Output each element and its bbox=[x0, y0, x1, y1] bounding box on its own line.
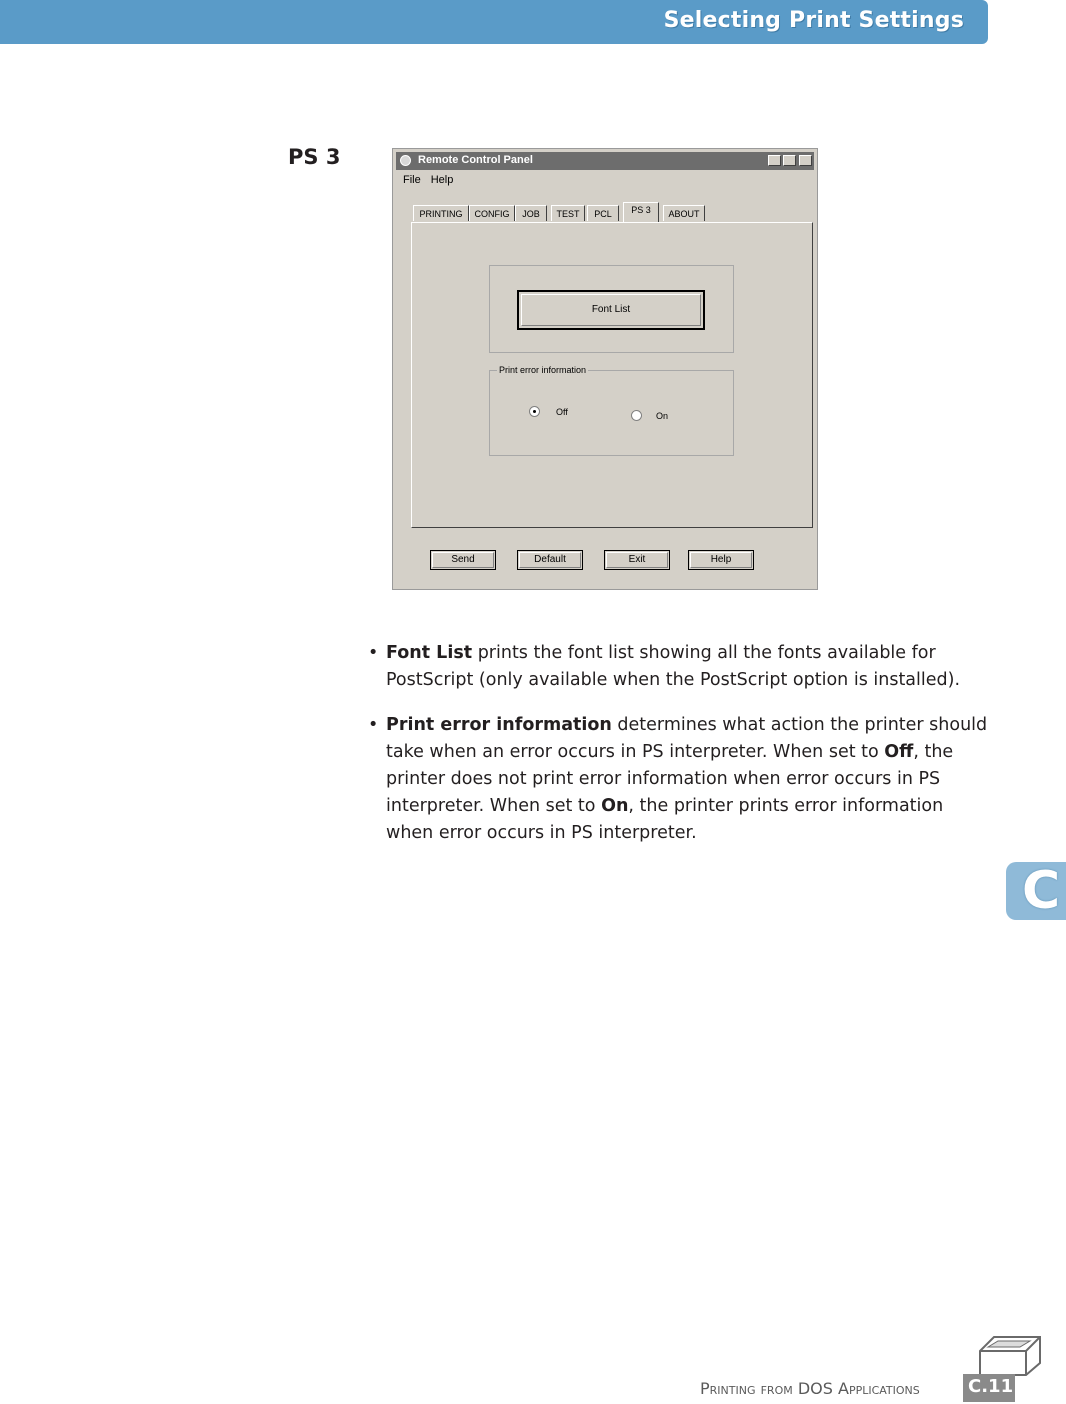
bullet-dot: • bbox=[368, 643, 379, 663]
tab-job[interactable]: JOB bbox=[515, 205, 547, 221]
remote-control-panel-screenshot bbox=[392, 148, 818, 590]
tab-test[interactable]: TEST bbox=[551, 205, 585, 221]
section-heading: PS 3 bbox=[288, 145, 341, 169]
print-error-description-1: determines what action the printer should take when an error occurs in PS interpreter. When set to bbox=[386, 715, 988, 762]
print-error-description-3: , the printer prints error information when error occurs in PS interpreter. bbox=[386, 796, 944, 843]
footer-dos: DOS bbox=[797, 1379, 833, 1398]
menu-help[interactable]: Help bbox=[430, 174, 454, 186]
minimize-icon[interactable] bbox=[768, 155, 781, 166]
bullet-print-error bbox=[368, 712, 988, 847]
tab-printing[interactable]: PRINTING bbox=[413, 205, 469, 221]
term-print-error: Print error information bbox=[386, 715, 612, 735]
help-button[interactable]: Help bbox=[688, 550, 754, 570]
font-list-button[interactable]: Font List bbox=[517, 290, 705, 330]
footer-a: A bbox=[837, 1379, 849, 1398]
default-button[interactable]: Default bbox=[517, 550, 583, 570]
print-error-description-2: , the printer does not print error information when error occurs in PS interpreter. When set to bbox=[386, 742, 954, 816]
radio-off-label: Off bbox=[556, 407, 568, 417]
tab-config[interactable]: CONFIG bbox=[469, 205, 515, 221]
maximize-icon[interactable] bbox=[783, 155, 796, 166]
bullet-list bbox=[368, 640, 988, 865]
footer-chapter-title bbox=[700, 1379, 920, 1398]
app-icon bbox=[400, 155, 411, 166]
radio-on[interactable] bbox=[631, 410, 642, 421]
radio-off[interactable] bbox=[529, 406, 540, 417]
printer-icon bbox=[974, 1333, 1046, 1377]
footer-from: FROM bbox=[760, 1384, 793, 1397]
print-error-group bbox=[489, 370, 734, 456]
chapter-letter: C bbox=[1022, 861, 1061, 921]
term-off: Off bbox=[884, 742, 914, 762]
tab-about[interactable]: ABOUT bbox=[663, 205, 705, 221]
bullet-dot: • bbox=[368, 715, 379, 735]
footer-rinting: RINTING bbox=[709, 1384, 756, 1397]
print-error-group-label: Print error information bbox=[499, 365, 587, 375]
exit-button[interactable]: Exit bbox=[604, 550, 670, 570]
term-on: On bbox=[601, 796, 629, 816]
header-title: Selecting Print Settings bbox=[663, 8, 964, 33]
send-button[interactable]: Send bbox=[430, 550, 496, 570]
bullet-font-list bbox=[368, 640, 988, 694]
font-list-description: prints the font list showing all the fonts available for PostScript (only available when the PostScript option is installed). bbox=[386, 643, 961, 690]
menu-file[interactable]: File bbox=[403, 174, 421, 186]
footer-p: P bbox=[700, 1379, 710, 1398]
radio-on-label: On bbox=[656, 411, 669, 421]
close-icon[interactable] bbox=[799, 155, 812, 166]
window-titlebar bbox=[396, 152, 814, 170]
tab-ps3[interactable]: PS 3 bbox=[623, 202, 659, 222]
window-title: Remote Control Panel bbox=[418, 154, 533, 166]
page-number: C.11 bbox=[968, 1376, 1014, 1397]
tab-pcl[interactable]: PCL bbox=[587, 205, 619, 221]
footer-pplications: PPLICATIONS bbox=[848, 1384, 920, 1397]
header-bar bbox=[0, 0, 988, 44]
term-font-list: Font List bbox=[386, 643, 473, 663]
menu-bar bbox=[403, 174, 463, 186]
